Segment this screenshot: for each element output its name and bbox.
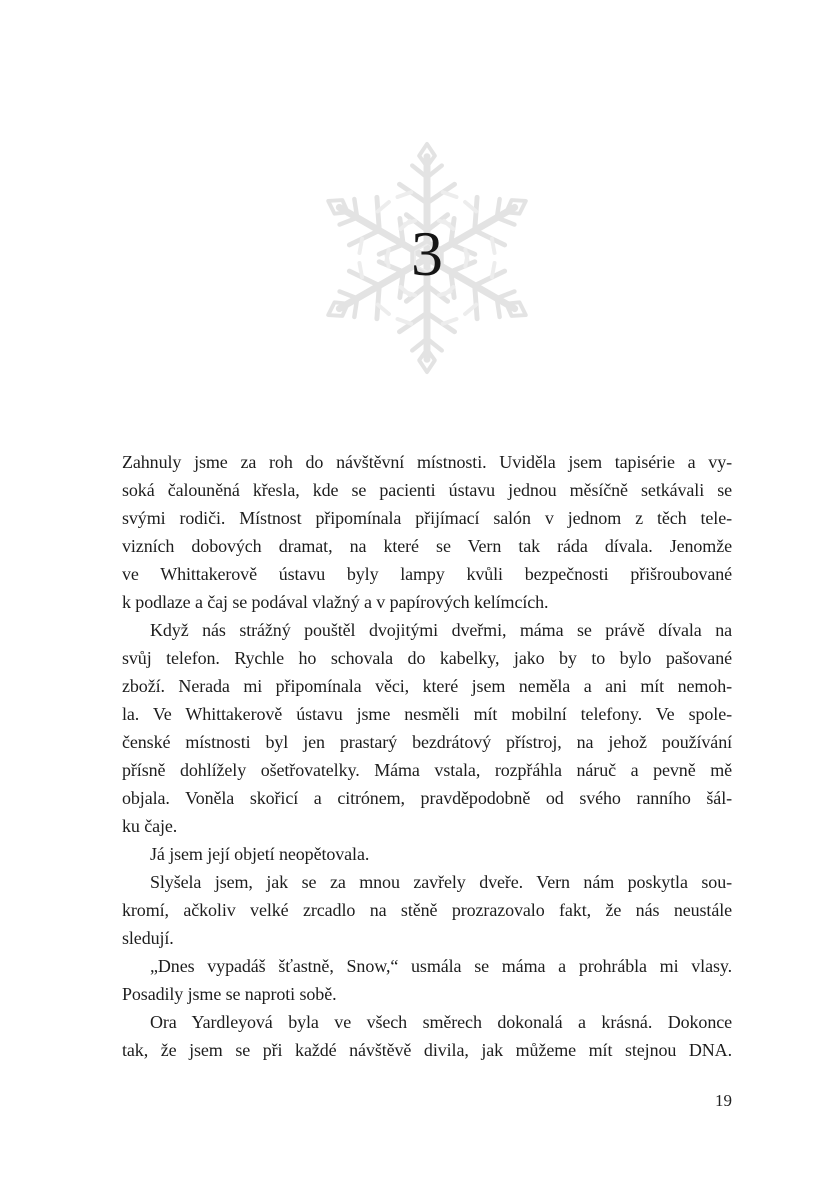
text-line: kromí, ačkoliv velké zrcadlo na stěně prozrazovalo fakt, že nás neustále — [122, 900, 732, 920]
chapter-number: 3 — [411, 218, 443, 289]
text-line: Zahnuly jsme za roh do návštěvní místnosti. Uviděla jsem tapisérie a vy- — [122, 452, 732, 472]
text-line: Posadily jsme se naproti sobě. — [122, 984, 337, 1004]
text-line: svůj telefon. Rychle ho schovala do kabelky, jako by to bylo pašované — [122, 648, 732, 668]
text-line: k podlaze a čaj se podával vlažný a v papírových kelímcích. — [122, 592, 549, 612]
text-line: Já jsem její objetí neopětovala. — [150, 844, 370, 864]
text-line: čenské místnosti byl jen prastarý bezdrátový přístroj, na jehož používání — [122, 732, 732, 752]
text-line: soká čalouněná křesla, kde se pacienti ústavu jednou měsíčně setkávali se — [122, 480, 732, 500]
text-line: la. Ve Whittakerově ústavu jsme nesměli mít mobilní telefony. Ve spole- — [122, 704, 732, 724]
text-line: svými rodiči. Místnost připomínala přijímací salón v jednom z těch tele- — [122, 508, 732, 528]
text-line: Když nás strážný pouštěl dvojitými dveřmi, máma se právě dívala na — [150, 620, 732, 640]
text-line: objala. Voněla skořicí a citrónem, pravděpodobně od svého ranního šál- — [122, 788, 732, 808]
text-line: tak, že jsem se při každé návštěvě divila, jak můžeme mít stejnou DNA. — [122, 1040, 732, 1060]
text-line: sledují. — [122, 928, 174, 948]
text-line: přísně dohlížely ošetřovatelky. Máma vstala, rozpřáhla náruč a pevně mě — [122, 760, 732, 780]
page-number: 19 — [715, 1091, 732, 1110]
text-line: ve Whittakerově ústavu byly lampy kvůli bezpečnosti přišroubované — [122, 564, 732, 584]
text-line: Slyšela jsem, jak se za mnou zavřely dveře. Vern nám poskytla sou- — [150, 872, 732, 892]
text-line: Ora Yardleyová byla ve všech směrech dokonalá a krásná. Dokonce — [150, 1012, 732, 1032]
text-line: vizních dobových dramat, na které se Vern tak ráda dívala. Jenomže — [122, 536, 732, 556]
text-line: ku čaje. — [122, 816, 178, 836]
body-text — [122, 448, 732, 1064]
text-line: „Dnes vypadáš šťastně, Snow,“ usmála se máma a prohrábla mi vlasy. — [150, 956, 732, 976]
text-line: zboží. Nerada mi připomínala věci, které jsem neměla a ani mít nemoh- — [122, 676, 732, 696]
chapter-heading — [122, 140, 732, 385]
